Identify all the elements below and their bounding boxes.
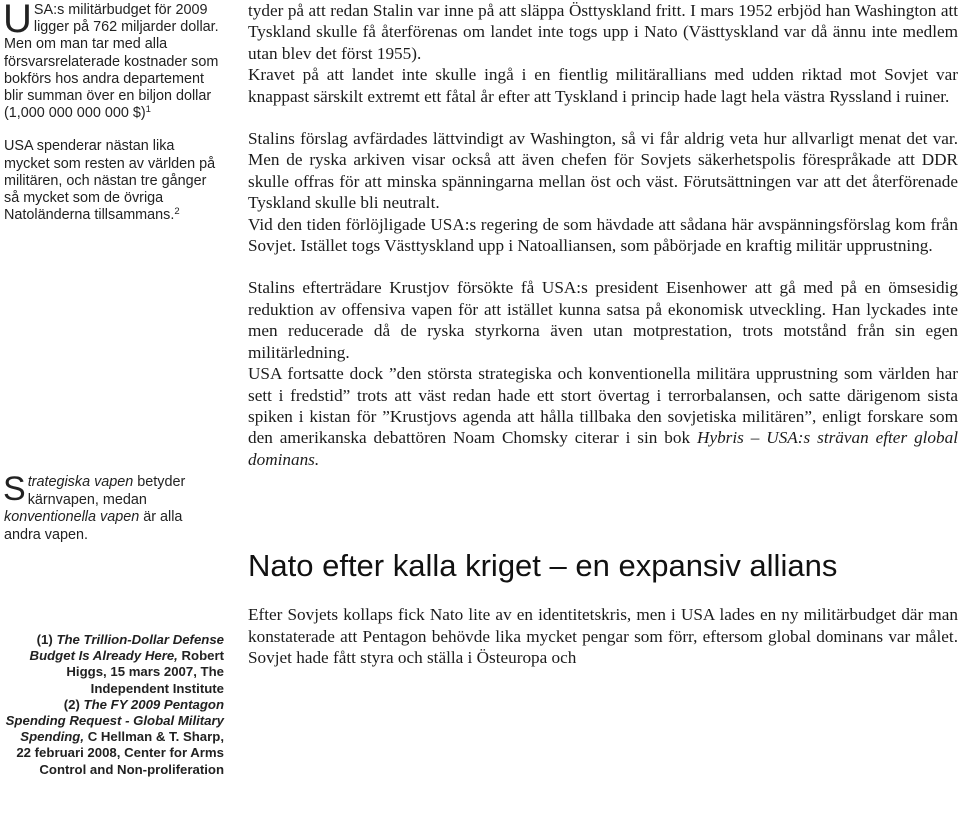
definition-text: betyder kärnvapen, medan [27, 474, 186, 508]
body-paragraph: Vid den tiden förlöjligade USA:s regering de som hävdade att sådana här avspänningsförslag kom från Sovjet. Istället togs Västtyskland upp i Natoalliansen, som påbörjade en kraftig militär upprustning. [248, 214, 958, 256]
definition-text: är alla andra vapen. [4, 509, 183, 543]
drop-cap: U [3, 0, 32, 41]
reference-source: Robert Higgs, 15 mars 2007, The Independent Institute [66, 648, 224, 696]
fact-text: SA:s militärbudget för 2009 ligger på 762 miljarder dollar. Men om man tar med alla försvarsrelaterade kostnader som bokförs hos andra departement blir summan över en biljon dollar (1,000 000 000 000 $) [4, 2, 219, 122]
body-paragraph: Kravet på att landet inte skulle ingå i en fientlig militärallians med udden riktad mot Sovjet var knappast särskilt extremt ett fåtal år efter att Tyskland i princip hade lagt hela västra Ryssland i ruiner. [248, 65, 958, 106]
fact-box-military-budget [4, 2, 222, 224]
body-paragraph [248, 363, 958, 470]
main-column [248, 0, 958, 668]
reference-title: The FY 2009 Pentagon Spending Request - Global Military Spending, [5, 696, 224, 745]
term-conventional: konventionella vapen [4, 509, 140, 526]
fact-paragraph-spending [4, 138, 222, 224]
reference-number: (1) [36, 632, 57, 647]
definition-box [3, 470, 222, 544]
footnote-marker: 1 [145, 104, 151, 116]
fact-text: USA spenderar nästan lika mycket som resten av världen på militären, och nästan tre gånger så mycket som de övriga Natoländerna tillsammans. [4, 138, 216, 224]
body-paragraph: tyder på att redan Stalin var inne på att släppa Östtyskland fritt. I mars 1952 erbjöd han Washington att Tyskland skulle få återförenas om landet inte togs upp i Nato (Västtyskland var då ännu inte medlem utan blev det först 1955). [248, 1, 958, 63]
body-paragraph: Stalins förslag avfärdades lättvindigt av Washington, så vi får aldrig veta hur allvarligt menat det var. Men de ryska arkiven visar också att även chefen för Sovjets säkerhetspolis förespråkade att DDR skulle offras för att minska spänningarna mellan öst och väst. Förutsättningen var att det återförenade Tyskland skulle bli neutralt. [248, 129, 958, 213]
book-title: Hybris – USA:s strävan efter global dominans. [248, 428, 958, 469]
footnote-marker: 2 [174, 206, 180, 218]
section-heading: Nato efter kalla kriget – en expansiv allians [248, 548, 838, 584]
drop-cap: S [3, 470, 26, 508]
references [4, 632, 224, 778]
term-strategic: trategiska vapen [27, 474, 134, 490]
reference-2 [4, 697, 224, 778]
reference-number: (2) [63, 696, 84, 712]
definition-paragraph [3, 470, 222, 544]
reference-1 [4, 632, 224, 697]
body-paragraph: Efter Sovjets kollaps fick Nato lite av en identitetskris, men i USA lades en ny militärbudget där man konstaterade att Pentagon behövde lika mycket pengar som förr, eftersom global dominans var målet. Sovjet hade fått styra och ställa i Östeuropa och [248, 605, 958, 667]
reference-source: C Hellman & T. Sharp, 22 februari 2008, Center for Arms Control and Non-proliferation [16, 729, 224, 777]
reference-title: The Trillion-Dollar Defense Budget Is Already Here, [29, 632, 224, 664]
body-paragraph: Stalins efterträdare Krustjov försökte få USA:s president Eisenhower att gå med på en ömsesidig reduktion av offensiva vapen för att istället kunna satsa på ekonomisk utveckling. Han lyckades inte men reducerade då de ryska styrkorna även utan motprestation, trots motstånd från sin egen militärledning. [248, 278, 958, 362]
fact-paragraph-budget [4, 2, 222, 122]
body-text: USA fortsatte dock ”den största strategiska och konventionella militära upprustning som världen har sett i fredstid” trots att väst redan hade ett stort övertag i terrorbalansen, och satte därigenom sista spiken i kistan för ”Krustjovs agenda att hålla tillbaka den sovjetiska militären”, enligt forskare som den amerikanska debattören Noam Chomsky citerar i sin bok [248, 364, 958, 448]
